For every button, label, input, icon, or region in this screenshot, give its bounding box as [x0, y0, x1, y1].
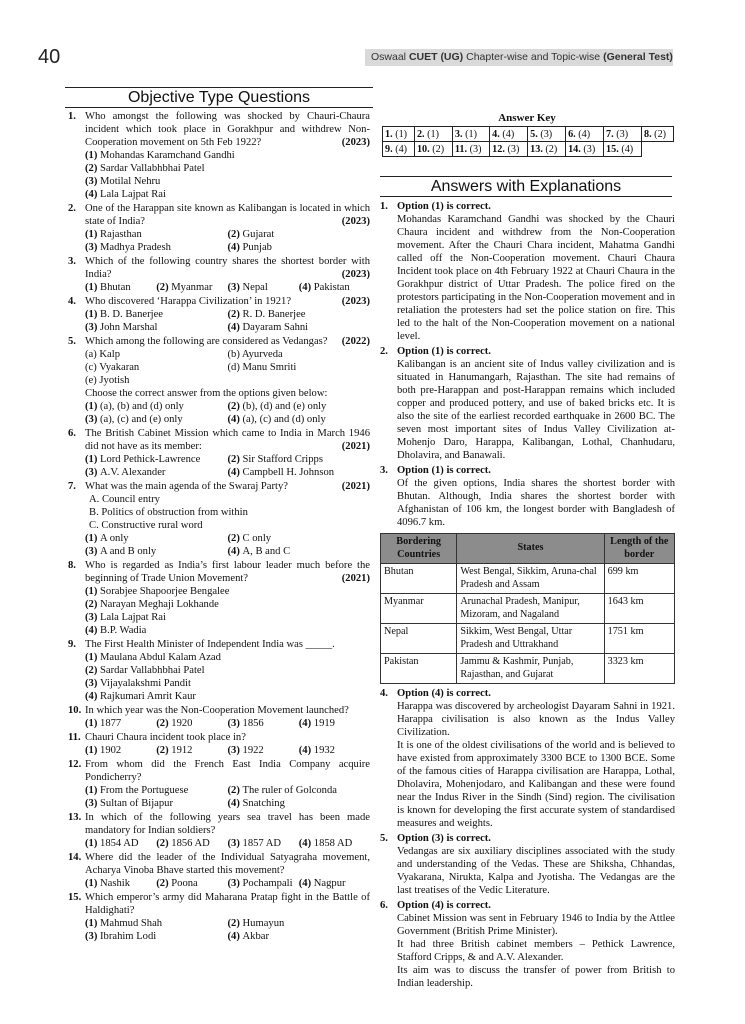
- running-header: [365, 49, 673, 66]
- option-text: (2) Sardar Vallabhbhai Patel: [85, 163, 205, 174]
- answer-key-cell: [528, 127, 566, 142]
- border-table-cell: Arunachal Pradesh, Manipur, Mizoram, and Nagaland: [457, 594, 604, 624]
- option-text: (1) 1854 AD: [85, 838, 139, 849]
- answer-option: (4): [502, 128, 515, 140]
- explanation-answer: Option (1) is correct.: [397, 201, 491, 212]
- answer-number: 13.: [530, 143, 543, 155]
- question-stem: [85, 480, 370, 493]
- answer-option: (4): [621, 143, 634, 155]
- option-text: (a) Kalp: [85, 349, 120, 360]
- question-text: One of the Harappan site known as Kalibangan is located in which state of India?: [85, 203, 370, 227]
- question-number: 1.: [68, 111, 76, 122]
- question-note: (e) Jyotish: [85, 375, 130, 386]
- question-text: Who amongst the following was shocked by Chauri-Chaura incident which took place in Gorakhpur and withdrew Non-Cooperation movement on 5th Feb 1922?: [85, 111, 370, 148]
- answer-option: (2): [654, 128, 667, 140]
- option-text: (3) Nepal: [227, 282, 268, 293]
- option-text: (3) Sultan of Bijapur: [85, 798, 173, 809]
- explanation-paragraph: Vedangas are six auxiliary disciplines associated with the study and understanding of the Vedas. These are Shiksha, Chhandas, Vyakarana, Nirukta, Kalpa and Jyotisha. The Vedangas are the last treatises of the Vedic Literature.: [397, 846, 675, 896]
- option-text: (1) A only: [85, 533, 129, 544]
- border-table-cell: Nepal: [381, 624, 457, 654]
- border-table-cell: 699 km: [604, 564, 674, 594]
- answer-key-row: [383, 142, 674, 157]
- question-text: In which of the following years sea travel has been made mandatory for Indian soldiers?: [85, 812, 370, 836]
- answer-option: (3): [540, 128, 553, 140]
- answer-key-cell: [414, 127, 452, 142]
- question-number: 10.: [68, 705, 82, 716]
- answer-key-cell: [641, 127, 673, 142]
- question-year: (2022): [341, 336, 370, 347]
- option-text: (1) 1877: [85, 718, 122, 729]
- explanation-number: 5.: [380, 833, 388, 844]
- option-row: [85, 175, 370, 188]
- option-text: (3) 1922: [227, 745, 264, 756]
- answer-number: 11.: [454, 143, 468, 155]
- question-number: 14.: [68, 852, 82, 863]
- option-text: (3) (a), (c) and (e) only: [85, 414, 183, 425]
- answer-number: 4.: [492, 128, 500, 140]
- border-table-heading: States: [457, 534, 604, 564]
- option-text: (2) 1856 AD: [156, 838, 210, 849]
- question-year: (2021): [341, 573, 370, 584]
- option-text: (4) Campbell H. Johnson: [227, 467, 335, 478]
- explanation-answer: Option (1) is correct.: [397, 346, 491, 357]
- option-row: [85, 149, 370, 162]
- header-middle: Chapter-wise and Topic-wise: [466, 51, 601, 63]
- question-text: The First Health Minister of Independent India was _____.: [85, 639, 335, 650]
- answer-option: (4): [395, 143, 408, 155]
- option-row: [85, 930, 370, 943]
- option-text: (4) 1919: [298, 718, 335, 729]
- question-stem: [85, 851, 370, 877]
- option-text: (4) B.P. Wadia: [85, 625, 147, 636]
- option-text: (3) A.V. Alexander: [85, 467, 166, 478]
- answer-key-cell: [566, 127, 604, 142]
- question-item: [68, 638, 370, 703]
- option-text: (3) Motilal Nehru: [85, 176, 161, 187]
- question-year: (2023): [341, 137, 370, 148]
- option-row: [85, 281, 370, 294]
- question-stem: [85, 202, 370, 228]
- option-row: [85, 877, 370, 890]
- border-table-heading: Length of the border: [604, 534, 674, 564]
- objective-title: Objective Type Questions: [65, 87, 373, 108]
- option-row: [85, 784, 370, 797]
- question-text: Chauri Chaura incident took place in?: [85, 732, 246, 743]
- answer-number: 7.: [606, 128, 614, 140]
- question-text: From whom did the French East India Company acquire Pondicherry?: [85, 759, 370, 783]
- question-stem: [85, 427, 370, 453]
- option-row: [85, 690, 370, 703]
- answer-option: (1): [427, 128, 440, 140]
- question-number: 12.: [68, 759, 82, 770]
- option-row: [85, 413, 370, 426]
- option-row: [85, 466, 370, 479]
- option-text: (1) Bhutan: [85, 282, 131, 293]
- explanation-answer: Option (3) is correct.: [397, 833, 491, 844]
- header-brand: Oswaal: [371, 51, 407, 63]
- option-row: [85, 532, 370, 545]
- explanation-item: [380, 345, 675, 462]
- option-text: (3) 1856: [227, 718, 264, 729]
- question-text: Which of the following country shares the shortest border with India?: [85, 256, 370, 280]
- question-item: [68, 811, 370, 850]
- question-stem: [85, 335, 370, 348]
- border-table-header: [381, 534, 675, 564]
- question-stem: [85, 255, 370, 281]
- question-statement: C. Constructive rural word: [89, 520, 203, 531]
- option-row: [85, 717, 370, 730]
- explanation-paragraph: Kalibangan is an ancient site of Indus valley civilization and is situated in Hanumangarh, Rajasthan. The site had remains of both pre-Harappan and post-Harappan remains which included copper and produced pottery, and use of baked bricks etc. It is also the site of the earliest recorded earthquake in 2600 BC. The seven most important sites of Indus Valley Civilization at-Mohenjo Daro, Harappa, Kalibangan, Lothal, Chanhudaru, Dholavira, and Banawali.: [397, 359, 675, 461]
- explanation-number: 2.: [380, 346, 388, 357]
- option-text: (2) Sir Stafford Cripps: [227, 454, 323, 465]
- question-item: [68, 758, 370, 810]
- page-number: 40: [38, 46, 61, 68]
- answer-option: (3): [469, 143, 482, 155]
- question-item: [68, 704, 370, 730]
- option-row: [85, 651, 370, 664]
- border-table-cell: Bhutan: [381, 564, 457, 594]
- option-text: (4) Dayaram Sahni: [227, 322, 309, 333]
- option-text: (1) Mohandas Karamchand Gandhi: [85, 150, 235, 161]
- answer-number: 12.: [492, 143, 505, 155]
- option-row: [85, 348, 370, 361]
- answer-number: 3.: [454, 128, 463, 140]
- question-item: [68, 255, 370, 294]
- question-number: 8.: [68, 560, 76, 571]
- question-statement: B. Politics of obstruction from within: [89, 507, 248, 518]
- question-item: [68, 480, 370, 558]
- explanation-answer: Option (4) is correct.: [397, 688, 491, 699]
- option-row: [85, 228, 370, 241]
- border-table-heading: Bordering Countries: [381, 534, 457, 564]
- border-table-cell: Sikkim, West Bengal, Uttar Pradesh and Uttrakhand: [457, 624, 604, 654]
- option-text: (2) Humayun: [227, 918, 285, 929]
- option-text: (4) 1858 AD: [298, 838, 353, 849]
- option-row: [85, 624, 370, 637]
- question-stem: [85, 638, 370, 651]
- answer-number: 14.: [568, 143, 581, 155]
- option-row: [85, 744, 370, 757]
- question-stem: [85, 110, 370, 149]
- question-year: (2023): [341, 269, 370, 280]
- explanation-paragraph: Cabinet Mission was sent in February 1946 to India by the Attlee Government (British Prime Minister).: [397, 913, 675, 937]
- option-text: (2) Poona: [156, 878, 198, 889]
- answer-option: (2): [432, 143, 445, 155]
- answer-option: (1): [465, 128, 477, 140]
- question-item: [68, 559, 370, 637]
- question-number: 15.: [68, 892, 82, 903]
- border-table-cell: West Bengal, Sikkim, Aruna-chal Pradesh and Assam: [457, 564, 604, 594]
- question-number: 7.: [68, 481, 76, 492]
- option-text: (4) Snatching: [227, 798, 285, 809]
- option-text: (3) Lala Lajpat Rai: [85, 612, 166, 623]
- answer-number: 8.: [643, 128, 652, 140]
- answer-number: 10.: [416, 143, 430, 155]
- option-text: (3) A and B only: [85, 546, 157, 557]
- option-text: (4) Pakistan: [298, 282, 350, 293]
- option-text: (2) (b), (d) and (e) only: [227, 401, 327, 412]
- option-row: [85, 598, 370, 611]
- question-year: (2023): [341, 296, 370, 307]
- question-year: (2023): [341, 216, 370, 227]
- option-text: (3) Madhya Pradesh: [85, 242, 171, 253]
- option-text: (b) Ayurveda: [227, 349, 283, 360]
- question-item: [68, 335, 370, 426]
- question-item: [68, 427, 370, 479]
- option-row: [85, 241, 370, 254]
- option-text: (2) Sardar Vallabhbhai Patel: [85, 665, 205, 676]
- question-stem: [85, 704, 370, 717]
- question-text: Which among the following are considered as Vedangas?: [85, 336, 328, 347]
- answer-key-cell: [414, 142, 452, 157]
- option-text: (4) Punjab: [227, 242, 272, 253]
- explanations-column: [380, 200, 675, 992]
- question-number: 11.: [68, 732, 81, 743]
- border-table-row: [381, 624, 675, 654]
- border-table-cell: Myanmar: [381, 594, 457, 624]
- option-text: (2) The ruler of Golconda: [227, 785, 337, 796]
- option-row: [85, 162, 370, 175]
- question-text: Which emperor’s army did Maharana Pratap fight in the Battle of Haldighati?: [85, 892, 370, 916]
- question-statement: A. Council entry: [89, 494, 160, 505]
- option-row: [85, 611, 370, 624]
- answer-key-cell: [566, 142, 604, 157]
- option-text: (2) C only: [227, 533, 272, 544]
- option-row: [85, 188, 370, 201]
- explanation-item: [380, 687, 675, 830]
- option-text: (1) (a), (b) and (d) only: [85, 401, 184, 412]
- question-text: Where did the leader of the Individual Satyagraha movement, Acharya Vinoba Bhave started this movement?: [85, 852, 370, 876]
- answer-number: 15.: [606, 143, 619, 155]
- answer-key-cell: [452, 127, 489, 142]
- border-table-row: [381, 564, 675, 594]
- option-text: (2) Gujarat: [227, 229, 275, 240]
- question-stem: [85, 731, 370, 744]
- question-text: The British Cabinet Mission which came to India in March 1946 did not have as its member:: [85, 428, 370, 452]
- question-stem: [85, 811, 370, 837]
- option-row: [85, 453, 370, 466]
- option-text: (3) Pochampali: [227, 878, 293, 889]
- option-text: (4) A, B and C: [227, 546, 291, 557]
- question-text: Who discovered ‘Harappa Civilization’ in 1921?: [85, 296, 292, 307]
- explanation-number: 1.: [380, 201, 388, 212]
- explanations-title: Answers with Explanations: [380, 176, 672, 197]
- explanation-number: 4.: [380, 688, 388, 699]
- option-text: (2) 1912: [156, 745, 193, 756]
- option-text: (3) Ibrahim Lodi: [85, 931, 157, 942]
- explanation-answer: Option (4) is correct.: [397, 900, 491, 911]
- answer-key-cell: [383, 127, 415, 142]
- answer-option: (1): [395, 128, 408, 140]
- answer-number: 9.: [385, 143, 393, 155]
- option-text: (4) 1932: [298, 745, 335, 756]
- option-text: (d) Manu Smriti: [227, 362, 297, 373]
- question-stem: [85, 758, 370, 784]
- border-table-cell: Jammu & Kashmir, Punjab, Rajasthan, and Gujarat: [457, 654, 604, 684]
- answer-number: 1.: [385, 128, 393, 140]
- explanation-number: 3.: [380, 465, 388, 476]
- explanation-paragraph: It is one of the oldest civilisations of the world and is believed to have existed from approximately 3300 BCE to 1300 BCE. Some of the famous cities of Harappa civilisation are Harappa, Lothal, Dholavira, Mohenjodaro, and Kalibangan and these were found near the Indus River in the Sindh (Sind) region. The civilisation is known for developing the first accurate system of standardised measures and weights.: [397, 740, 675, 829]
- header-exam: CUET (UG): [408, 51, 464, 63]
- option-row: [85, 321, 370, 334]
- answer-key-cell: [604, 127, 642, 142]
- question-note: Choose the correct answer from the options given below:: [85, 388, 328, 399]
- answer-key-cell: [604, 142, 642, 157]
- question-item: [68, 110, 370, 201]
- option-row: [85, 664, 370, 677]
- border-table-cell: 3323 km: [604, 654, 674, 684]
- explanation-item: [380, 464, 675, 684]
- explanation-paragraph: Of the given options, India shares the shortest border with Bhutan. Although, India shares the shortest border with Afghanistan of 106 km, the longest border with Bangladesh of 4096.7 km.: [397, 478, 675, 528]
- question-number: 2.: [68, 203, 76, 214]
- explanation-number: 6.: [380, 900, 388, 911]
- border-table-row: [381, 654, 675, 684]
- answer-key-table: [382, 126, 674, 157]
- answer-key-cell: [452, 142, 489, 157]
- explanation-paragraph: Mohandas Karamchand Gandhi was shocked by the Chauri Chaura incident and withdrew from the Non-Cooperation movement. After the Chauri Chara incident, Mahatma Gandhi called off the Non-Cooperation movement. Chauri Chaura Incident took place on 4th February 1922 at Chauri Chaura in the Gorakhpur district of Uttar Pradesh. The police fired on the protestors participating in the Non-Cooperation movement and in retaliation the protesters had set the police station on fire. This led to the halt of the Non-Cooperation movement on a national level.: [397, 214, 675, 342]
- explanation-paragraph: Harappa was discovered by archeologist Dayaram Sahni in 1921. Harappa civilisation is also known as the Indus Valley Civilization.: [397, 701, 675, 738]
- question-number: 6.: [68, 428, 76, 439]
- option-row: [85, 361, 370, 374]
- option-row: [85, 917, 370, 930]
- answer-option: (3): [616, 128, 629, 140]
- answer-key-cell: [383, 142, 415, 157]
- option-row: [85, 677, 370, 690]
- answer-option: (2): [545, 143, 558, 155]
- option-text: (4) Lala Lajpat Rai: [85, 189, 166, 200]
- question-item: [68, 202, 370, 254]
- question-item: [68, 295, 370, 334]
- explanation-item: [380, 200, 675, 343]
- option-text: (2) Narayan Meghaji Lokhande: [85, 599, 219, 610]
- question-year: (2021): [341, 481, 370, 492]
- option-text: (2) Myanmar: [156, 282, 213, 293]
- border-table-cell: 1643 km: [604, 594, 674, 624]
- option-row: [85, 797, 370, 810]
- answer-key-cell: [490, 127, 528, 142]
- question-item: [68, 891, 370, 943]
- option-text: (c) Vyakaran: [85, 362, 140, 373]
- question-number: 4.: [68, 296, 76, 307]
- question-year: (2021): [341, 441, 370, 452]
- answer-key-cell: [490, 142, 528, 157]
- option-row: [85, 545, 370, 558]
- explanation-item: [380, 832, 675, 897]
- answer-key-row: [383, 127, 674, 142]
- option-row: [85, 308, 370, 321]
- question-stem: [85, 891, 370, 917]
- question-item: [68, 851, 370, 890]
- option-row: [85, 837, 370, 850]
- option-text: (4) (a), (c) and (d) only: [227, 414, 326, 425]
- question-number: 5.: [68, 336, 76, 347]
- option-text: (1) 1902: [85, 745, 122, 756]
- option-text: (4) Rajkumari Amrit Kaur: [85, 691, 196, 702]
- option-row: [85, 585, 370, 598]
- question-text: In which year was the Non-Cooperation Movement launched?: [85, 705, 349, 716]
- option-text: (1) From the Portuguese: [85, 785, 189, 796]
- questions-column: [68, 110, 370, 944]
- question-number: 9.: [68, 639, 76, 650]
- option-text: (1) B. D. Banerjee: [85, 309, 163, 320]
- option-text: (1) Rajasthan: [85, 229, 142, 240]
- option-text: (2) R. D. Banerjee: [227, 309, 306, 320]
- option-text: (3) 1857 AD: [227, 838, 282, 849]
- explanation-paragraph: Its aim was to discuss the transfer of power from British to Indian leadership.: [397, 965, 675, 989]
- option-text: (1) Lord Pethick-Lawrence: [85, 454, 201, 465]
- option-row: [85, 400, 370, 413]
- border-table-cell: 1751 km: [604, 624, 674, 654]
- answer-option: (3): [583, 143, 596, 155]
- question-stem: [85, 559, 370, 585]
- option-text: (4) Akbar: [227, 931, 269, 942]
- answer-number: 5.: [530, 128, 538, 140]
- answer-option: (3): [507, 143, 520, 155]
- answer-number: 6.: [568, 128, 576, 140]
- question-number: 3.: [68, 256, 76, 267]
- answer-key-title: Answer Key: [498, 112, 556, 124]
- question-item: [68, 731, 370, 757]
- answer-key-cell: [528, 142, 566, 157]
- option-text: (1) Nashik: [85, 878, 131, 889]
- border-table-row: [381, 594, 675, 624]
- question-text: Who is regarded as India’s first labour leader much before the beginning of Trade Union Movement?: [85, 560, 370, 584]
- option-text: (1) Sorabjee Shapoorjee Bengalee: [85, 586, 230, 597]
- option-text: (4) Nagpur: [298, 878, 346, 889]
- header-subject: (General Test): [603, 51, 673, 63]
- border-table: [380, 533, 675, 684]
- option-text: (3) John Marshal: [85, 322, 158, 333]
- option-text: (2) 1920: [156, 718, 193, 729]
- option-text: (3) Vijayalakshmi Pandit: [85, 678, 191, 689]
- option-text: (1) Maulana Abdul Kalam Azad: [85, 652, 221, 663]
- border-table-cell: Pakistan: [381, 654, 457, 684]
- question-stem: [85, 295, 370, 308]
- answer-option: (4): [578, 128, 591, 140]
- explanation-paragraph: It had three British cabinet members – Pethick Lawrence, Stafford Cripps, & and A.V. Alexander.: [397, 939, 675, 963]
- explanation-answer: Option (1) is correct.: [397, 465, 491, 476]
- explanation-item: [380, 899, 675, 990]
- option-text: (1) Mahmud Shah: [85, 918, 163, 929]
- question-text: What was the main agenda of the Swaraj Party?: [85, 481, 288, 492]
- question-number: 13.: [68, 812, 82, 823]
- answer-number: 2.: [416, 128, 425, 140]
